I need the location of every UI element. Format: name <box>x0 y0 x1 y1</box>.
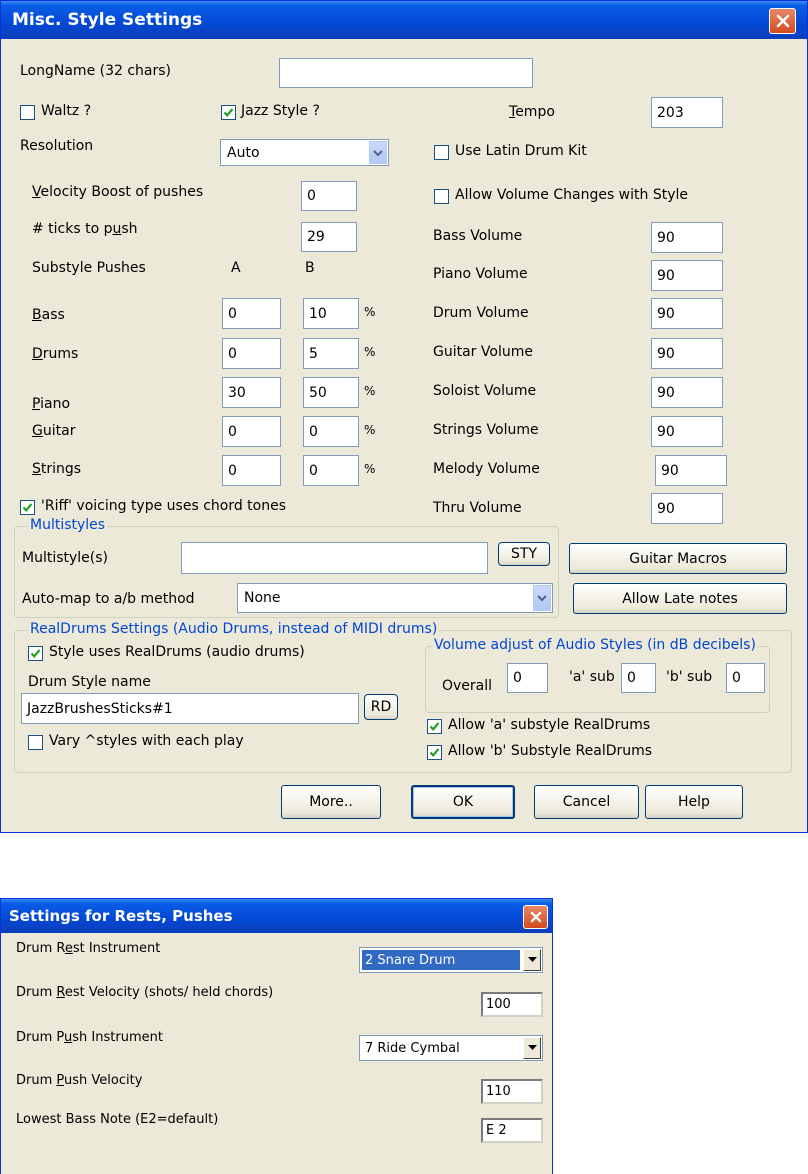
close-button[interactable] <box>523 905 548 929</box>
resolution-value: Auto <box>227 144 260 161</box>
melody-volume-label: Melody Volume <box>433 461 540 477</box>
allow-b-substyle-checkbox[interactable] <box>427 745 442 760</box>
uses-realdrums-checkbox[interactable] <box>28 646 43 661</box>
drum-push-velocity-label: Drum Push Velocity <box>16 1073 143 1088</box>
jazz-style-checkbox[interactable] <box>221 105 236 120</box>
dialog-title: Settings for Rests, Pushes <box>9 907 233 925</box>
allow-late-notes-button[interactable]: Allow Late notes <box>573 583 787 614</box>
allow-volume-changes-checkbox[interactable] <box>434 189 449 204</box>
piano-push-label: Piano <box>32 396 71 412</box>
chevron-down-icon[interactable] <box>533 585 551 611</box>
resolution-select[interactable] <box>220 139 389 166</box>
checkmark-icon <box>30 648 41 659</box>
strings-push-a-input[interactable]: 0 <box>222 455 281 486</box>
vary-styles-checkbox[interactable] <box>28 735 43 750</box>
riff-voicing-checkbox[interactable] <box>20 500 35 515</box>
automap-select[interactable] <box>237 583 553 613</box>
a-sub-input[interactable]: 0 <box>621 663 656 693</box>
drum-style-name-label: Drum Style name <box>28 674 151 690</box>
guitar-volume-label: Guitar Volume <box>433 344 533 360</box>
latin-drum-kit-label: Use Latin Drum Kit <box>455 143 587 159</box>
allow-a-substyle-checkbox[interactable] <box>427 719 442 734</box>
velocity-boost-label: Velocity Boost of pushes <box>32 184 204 200</box>
rests-pushes-dialog-main <box>0 898 553 1174</box>
ticks-to-push-label: # ticks to push <box>32 221 138 237</box>
cancel-button[interactable]: Cancel <box>534 785 639 819</box>
piano-volume-input[interactable]: 90 <box>651 260 723 291</box>
strings-volume-input[interactable]: 90 <box>651 416 723 447</box>
drum-volume-input[interactable]: 90 <box>651 298 723 329</box>
drum-rest-instrument-value: 2 Snare Drum <box>362 950 520 970</box>
a-sub-label: 'a' sub <box>569 669 615 685</box>
drums-push-label: Drums <box>32 346 79 362</box>
percent-label: % <box>364 345 376 359</box>
bass-push-label: Bass <box>32 307 65 323</box>
percent-label: % <box>364 384 376 398</box>
latin-drum-kit-checkbox[interactable] <box>434 145 449 160</box>
piano-volume-label: Piano Volume <box>433 266 528 282</box>
thru-volume-input[interactable]: 90 <box>651 493 723 524</box>
velocity-boost-input[interactable]: 0 <box>301 181 357 211</box>
bass-push-a-input[interactable]: 0 <box>222 298 281 329</box>
substyle-pushes-label: Substyle Pushes <box>32 260 146 276</box>
tempo-input[interactable]: 203 <box>651 97 723 128</box>
strings-volume-label: Strings Volume <box>433 422 539 438</box>
drum-push-instrument-label: Drum Push Instrument <box>16 1030 163 1045</box>
title-bar <box>1 899 552 933</box>
title-bar <box>1 1 807 39</box>
dialog-title: Misc. Style Settings <box>12 10 203 30</box>
lowest-bass-note-label: Lowest Bass Note (E2=default) <box>16 1112 219 1127</box>
close-icon <box>776 14 790 28</box>
longname-label: LongName (32 chars) <box>20 63 172 79</box>
checkmark-icon <box>429 721 440 732</box>
rd-button[interactable]: RD <box>364 694 398 720</box>
multistyles-group-title: Multistyles <box>30 517 106 533</box>
multistyle-label: Multistyle(s) <box>22 550 109 566</box>
allow-b-substyle-label: Allow 'b' Substyle RealDrums <box>448 743 653 759</box>
percent-label: % <box>364 305 376 319</box>
drum-rest-instrument-select[interactable] <box>359 947 543 973</box>
automap-label: Auto-map to a/b method <box>22 591 195 607</box>
allow-a-substyle-label: Allow 'a' substyle RealDrums <box>448 717 651 733</box>
waltz-label: Waltz ? <box>41 103 92 119</box>
piano-push-b-input[interactable]: 50 <box>303 377 359 408</box>
waltz-checkbox[interactable] <box>20 105 35 120</box>
riff-voicing-label: 'Riff' voicing type uses chord tones <box>41 498 287 514</box>
thru-volume-label: Thru Volume <box>433 500 522 516</box>
drum-volume-label: Drum Volume <box>433 305 529 321</box>
drum-push-velocity-input[interactable]: 110 <box>481 1079 543 1104</box>
guitar-push-label: Guitar <box>32 423 76 439</box>
bass-volume-input[interactable]: 90 <box>651 222 723 253</box>
jazz-style-label: Jazz Style ? <box>241 103 320 119</box>
strings-push-b-input[interactable]: 0 <box>303 455 359 486</box>
chevron-down-icon[interactable] <box>523 1037 541 1059</box>
vary-styles-label: Vary ^styles with each play <box>49 733 244 749</box>
percent-label: % <box>364 462 376 476</box>
checkmark-icon <box>223 107 234 118</box>
tempo-label: Tempo <box>509 104 555 120</box>
ok-button[interactable]: OK <box>411 785 515 819</box>
drum-push-instrument-select[interactable] <box>359 1035 543 1061</box>
drums-push-a-input[interactable]: 0 <box>222 338 281 369</box>
b-sub-input[interactable]: 0 <box>726 663 765 693</box>
drum-rest-velocity-input[interactable]: 100 <box>481 992 543 1017</box>
drum-push-instrument-value: 7 Ride Cymbal <box>365 1040 460 1056</box>
bass-push-b-input[interactable]: 10 <box>303 298 359 329</box>
strings-push-label: Strings <box>32 461 82 477</box>
checkmark-icon <box>429 747 440 758</box>
chevron-down-icon[interactable] <box>369 141 387 164</box>
close-button[interactable] <box>769 8 796 34</box>
drums-push-b-input[interactable]: 5 <box>303 338 359 369</box>
multistyle-input[interactable] <box>181 542 488 574</box>
drum-rest-instrument-label: Drum Rest Instrument <box>16 941 161 956</box>
help-button[interactable]: Help <box>645 785 743 819</box>
piano-push-a-input[interactable]: 30 <box>222 377 281 408</box>
soloist-volume-input[interactable]: 90 <box>651 377 723 408</box>
automap-value: None <box>244 590 281 606</box>
sty-button[interactable]: STY <box>498 542 550 566</box>
more-button[interactable]: More.. <box>281 785 381 819</box>
overall-input[interactable]: 0 <box>507 663 548 693</box>
drum-rest-velocity-label: Drum Rest Velocity (shots/ held chords) <box>16 985 274 1000</box>
guitar-push-a-input[interactable]: 0 <box>222 416 281 447</box>
drum-style-name-input[interactable]: JazzBrushesSticks#1 <box>21 693 359 724</box>
melody-volume-input[interactable]: 90 <box>655 455 727 486</box>
checkmark-icon <box>22 502 33 513</box>
allow-volume-changes-label: Allow Volume Changes with Style <box>455 187 689 203</box>
guitar-macros-button[interactable]: Guitar Macros <box>569 543 787 574</box>
soloist-volume-label: Soloist Volume <box>433 383 537 399</box>
realdrums-group-title: RealDrums Settings (Audio Drums, instead of MIDI drums) <box>30 621 438 637</box>
resolution-label: Resolution <box>20 138 94 154</box>
column-a-label: A <box>231 260 241 276</box>
b-sub-label: 'b' sub <box>666 669 713 685</box>
uses-realdrums-label: Style uses RealDrums (audio drums) <box>49 644 305 660</box>
guitar-volume-input[interactable]: 90 <box>651 338 723 369</box>
chevron-down-icon[interactable] <box>523 949 541 971</box>
close-icon <box>530 911 542 923</box>
longname-input[interactable] <box>279 58 533 88</box>
lowest-bass-note-input[interactable]: E 2 <box>481 1118 543 1143</box>
bass-volume-label: Bass Volume <box>433 228 523 244</box>
column-b-label: B <box>305 260 315 276</box>
percent-label: % <box>364 423 376 437</box>
guitar-push-b-input[interactable]: 0 <box>303 416 359 447</box>
volume-adjust-group-title: Volume adjust of Audio Styles (in dB decibels) <box>434 637 756 653</box>
overall-label: Overall <box>442 678 493 694</box>
ticks-to-push-input[interactable]: 29 <box>301 222 357 252</box>
